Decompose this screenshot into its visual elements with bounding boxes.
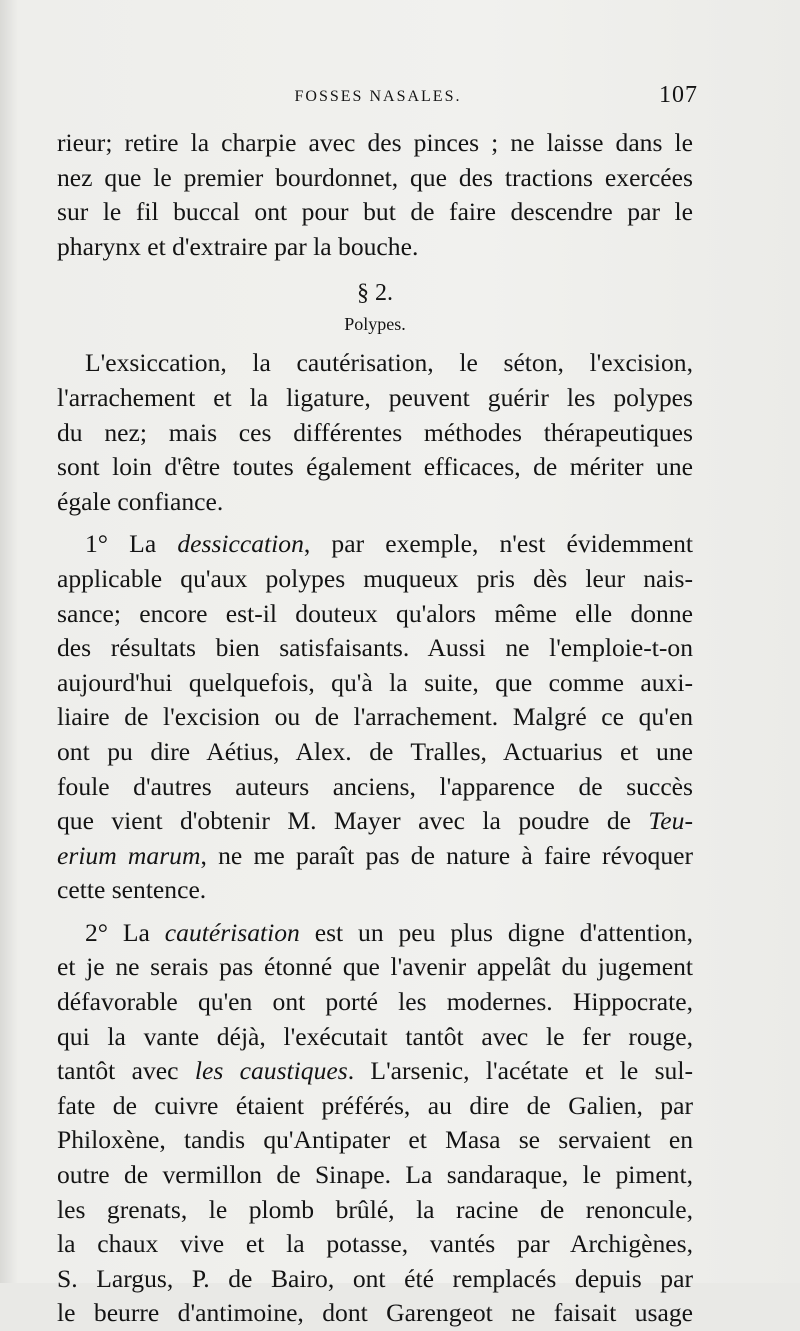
text-run: est un peu plus digne d'attention, [299,917,693,947]
text-line: et je ne serais pas étonné que l'avenir appelât du jugement [57,952,693,982]
text-line: cette sentence. [57,875,207,905]
text-line: la chaux vive et la potasse, vantés par Archigènes, [57,1229,693,1259]
text-run: 1° La [85,529,178,559]
text-line: fate de cuivre étaient préférés, au dire de Galien, par [57,1090,693,1120]
text-line: pharynx et d'extraire par la bouche. [57,231,419,261]
text-line: S. Largus, P. de Bairo, ont été remplacés depuis par [57,1263,693,1293]
text-line [57,1054,693,1089]
text-line: Philoxène, tandis qu'Antipater et Masa se servaient en [57,1125,693,1155]
text-line: des résultats bien satisfaisants. Aussi ne l'emploie-t-on [57,633,693,663]
section-title: Polypes. [344,314,406,335]
text-line: sance; encore est-il douteux qu'alors même elle donne [57,598,693,628]
text-line: aujourd'hui quelquefois, qu'à la suite, que comme auxi- [57,667,693,697]
text-line: rieur; retire la charpie avec des pinces ; ne laisse dans le [57,128,693,157]
text-line [57,839,693,874]
text-line: applicable qu'aux polypes muqueux pris dès leur nais- [57,563,693,593]
text-run: tantôt avec [57,1056,195,1086]
page-header [58,76,698,116]
italic-term: dessiccation [177,529,304,559]
text-line: égale confiance. [57,486,224,516]
text-run: . L'arsenic, l'acétate et le sul- [347,1056,693,1086]
text-run: que vient d'obtenir M. Mayer avec la poudre de [57,806,649,836]
text-line: nez que le premier bourdonnet, que des tractions exercées [57,162,693,192]
italic-term: les caustiques [194,1056,348,1086]
text-line: qui la vante déjà, l'exécutait tantôt avec le fer rouge, [57,1021,693,1051]
text-line: L'exsiccation, la cautérisation, le séton, l'excision, [85,348,693,378]
text-run: , ne me paraît pas de nature à faire révoquer [200,840,693,870]
text-run: , par exemple, n'est évidemment [303,529,694,559]
italic-term: Teu- [648,806,693,836]
text-line: ont pu dire Aétius, Alex. de Tralles, Actuarius et une [57,736,693,766]
text-line: sur le fil buccal ont pour but de faire descendre par le [57,197,693,227]
text-line: outre de vermillon de Sinape. La sandaraque, le piment, [57,1160,693,1190]
page-number: 107 [659,82,698,108]
text-line: foule d'autres auteurs anciens, l'apparence de succès [57,771,693,801]
text-line: l'arrachement et la ligature, peuvent guérir les polypes [57,382,693,412]
text-line [57,916,693,951]
text-run: 2° La [85,917,165,947]
text-line: défavorable qu'en ont porté les modernes. Hippocrate, [57,987,693,1017]
italic-term: erium marum [57,840,201,870]
text-line: les grenats, le plomb brûlé, la racine de renoncule, [57,1194,693,1224]
paragraph-gap [57,908,693,916]
body-text [57,126,693,1331]
italic-term: cautérisation [164,917,300,947]
text-line: liaire de l'excision ou de l'arrachement. Malgré ce qu'en [57,702,693,732]
text-line [57,804,693,839]
paragraph-gap [57,519,693,527]
section-mark: § 2. [357,280,393,307]
text-line: du nez; mais ces différentes méthodes thérapeutiques [57,417,693,447]
running-title: FOSSES NASALES. [294,88,462,105]
text-line [57,527,693,562]
text-line: sont loin d'être toutes également efficaces, de mériter une [57,452,693,482]
text-line: le beurre d'antimoine, dont Garengeot ne faisait usage [57,1298,693,1328]
